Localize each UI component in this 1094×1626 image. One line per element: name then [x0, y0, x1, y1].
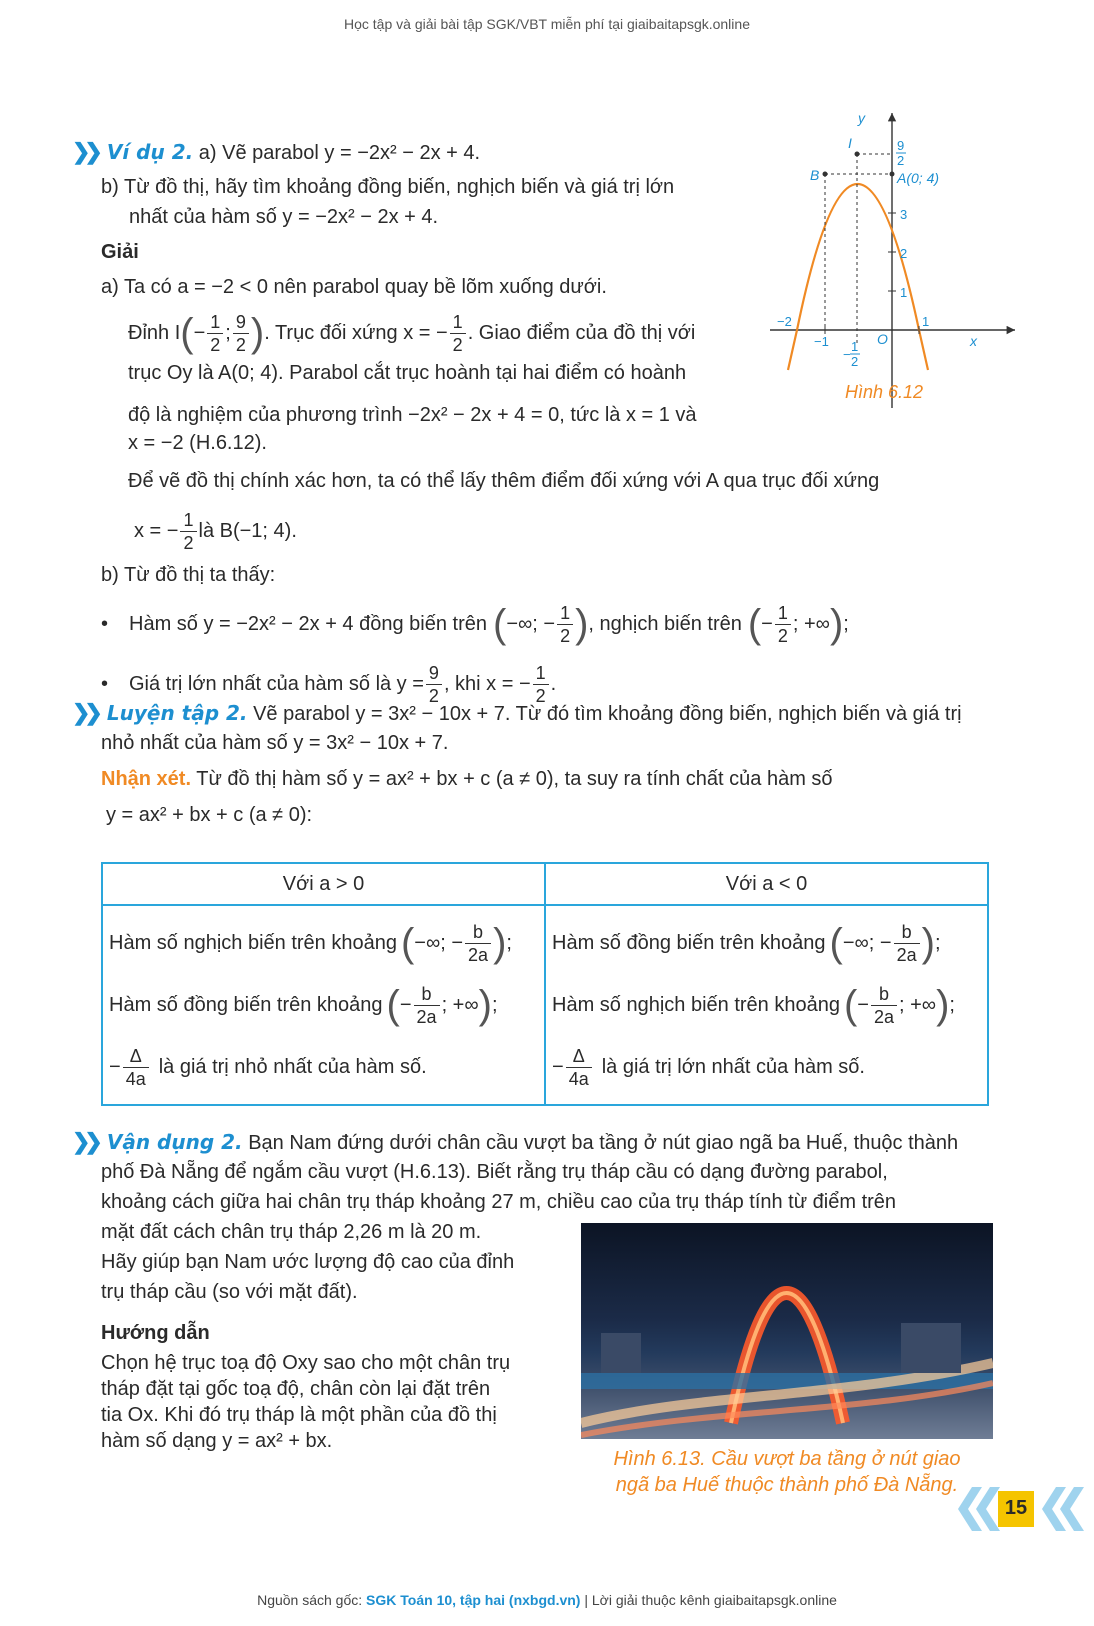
source-link[interactable]: SGK Toán 10, tập hai (nxbgd.vn) — [366, 1592, 581, 1608]
a-label: A(0; 4) — [897, 170, 940, 186]
svg-text:−2: −2 — [777, 314, 792, 329]
sol-a-line-7: x = − $\frac{1}{2}$ là B(−1; 4). — [134, 509, 297, 553]
application-line-6: trụ tháp cầu (so với mặt đất). — [101, 1281, 358, 1303]
application-line-2: phố Đà Nẵng để ngắm cầu vượt (H.6.13). Biết rằng trụ tháp cầu có dạng đường parabol, — [101, 1161, 888, 1183]
sol-a-line-6: Để vẽ đồ thị chính xác hơn, ta có thể lấy thêm điểm đối xứng với A qua trục đối xứng — [128, 470, 880, 492]
practice-line-1: Vẽ parabol y = 3x² − 10x + 7. Từ đó tìm khoảng đồng biến, nghịch biến và giá trị — [253, 703, 962, 725]
sol-a-vertex-line: Đỉnh I ( − $\frac{1}{2}$ ; $\frac{9}{2}$ ) . Trục đối xứng x = − $\frac{1}{2}$ . Giao điểm của đồ thị với — [128, 311, 696, 355]
part-b-line-1: b) Từ đồ thị, hãy tìm khoảng đồng biến, nghịch biến và giá trị lớn — [101, 176, 675, 198]
frac-9-2: $\frac{9}{2}$ — [233, 311, 249, 356]
example-part-a: a) Vẽ parabol y = −2x² − 2x + 4. — [198, 142, 481, 164]
practice-label: Luyện tập 2. — [106, 701, 248, 725]
table-cell-a-pos: Hàm số nghịch biến trên khoảng ( −∞; − $\frac{b}{2a}$ ) ; Hàm số đồng biến trên khoảng ( − $\frac{b}{2a}$ ; +∞ ) ; − $\frac{\Delta}{4a}$ là giá trị nhỏ nhất của hàm số. — [102, 905, 545, 1105]
page-number-badge — [958, 1487, 1094, 1531]
parabola-figure — [770, 108, 1030, 418]
axis-text: . Trục đối xứng x = − — [264, 322, 448, 344]
remark-line-1: Nhận xét. Từ đồ thị hàm số y = ax² + bx + c (a ≠ 0), ta suy ra tính chất của hàm số — [101, 768, 833, 790]
sol-a-line-3: trục Oy là A(0; 4). Parabol cắt trục hoành tại hai điểm có hoành — [128, 362, 687, 384]
frac-axis: $\frac{1}{2}$ — [450, 311, 466, 356]
remark-line-2: y = ax² + bx + c (a ≠ 0): — [106, 804, 313, 826]
example-heading — [72, 137, 752, 168]
bullet-icon: • — [101, 673, 109, 695]
application-line-5: Hãy giúp bạn Nam ước lượng độ cao của đỉnh — [101, 1251, 515, 1273]
svg-text:3: 3 — [900, 207, 908, 222]
solution-title: Giải — [101, 241, 139, 263]
i-label: I — [848, 135, 852, 151]
svg-text:1: 1 — [922, 314, 930, 329]
svg-text:1: 1 — [851, 339, 859, 354]
point-b — [823, 172, 828, 177]
bullet-1: • Hàm số y = −2x² − 2x + 4 đồng biến trên ( −∞; − $\frac{1}{2}$ ) , nghịch biến trên ( − $\frac{1}{2}$ ; +∞ ) ; — [101, 602, 849, 646]
intersect-text: . Giao điểm của đồ thị với — [467, 322, 696, 344]
svg-text:2: 2 — [900, 246, 908, 261]
application-line-4: mặt đất cách chân trụ tháp 2,26 m là 20 m. — [101, 1221, 482, 1243]
practice-line-2: nhỏ nhất của hàm số y = 3x² − 10x + 7. — [101, 732, 449, 754]
table-cell-a-neg: Hàm số đồng biến trên khoảng ( −∞; − $\frac{b}{2a}$ ) ; Hàm số nghịch biến trên khoảng ( − $\frac{b}{2a}$ ; +∞ ) ; − $\frac{\Delta}{4a}$ là giá trị lớn nhất của hàm số. — [545, 905, 988, 1105]
svg-text:1: 1 — [900, 285, 908, 300]
example-part-b — [101, 172, 761, 232]
origin-label: O — [877, 331, 888, 347]
page-number: 15 — [1004, 1497, 1028, 1519]
figure-caption: Hình 6.12 — [845, 382, 924, 402]
svg-text:2: 2 — [897, 153, 905, 168]
sol-a-line-5: x = −2 (H.6.12). — [128, 432, 267, 454]
page-footer: Nguồn sách gốc: SGK Toán 10, tập hai (nxbgd.vn) | Lời giải thuộc kênh giaibaitapsgk.online — [257, 1592, 837, 1608]
chevron-icon: ❯❯ — [72, 1129, 97, 1154]
application-section: ❯❯ Vận dụng 2. Bạn Nam đứng dưới chân cầu vượt ba tầng ở nút giao ngã ba Huế, thuộc thành — [72, 1129, 959, 1154]
comparison-table — [101, 862, 989, 1106]
bridge-illustration — [581, 1223, 993, 1439]
part-b-line-2: nhất của hàm số y = −2x² − 2x + 4. — [129, 206, 439, 228]
svg-text:2: 2 — [851, 354, 859, 369]
bullet-icon: • — [101, 613, 109, 635]
y-label: y — [858, 110, 865, 126]
chevron-icon: ❯❯ — [72, 700, 97, 725]
b-label: B — [810, 167, 820, 183]
application-label: Vận dụng 2. — [106, 1130, 243, 1154]
frac-1-2: $\frac{1}{2}$ — [207, 311, 223, 356]
example-label: Ví dụ 2. — [106, 140, 194, 164]
svg-text:−1: −1 — [814, 334, 829, 349]
sol-b-title: b) Từ đồ thị ta thấy: — [101, 564, 276, 586]
application-line-3: khoảng cách giữa hai chân trụ tháp khoảng 27 m, chiều cao của trụ tháp tính từ điểm trên — [101, 1191, 897, 1213]
svg-text:−: − — [843, 347, 851, 362]
sol-a-line-4: độ là nghiệm của phương trình −2x² − 2x + 4 = 0, tức là x = 1 và — [128, 404, 697, 426]
guide-title: Hướng dẫn — [101, 1322, 210, 1344]
svg-text:9: 9 — [897, 138, 905, 153]
table-header-a-neg: Với a < 0 — [545, 863, 988, 905]
x-label: x — [970, 333, 977, 349]
table-header-a-pos: Với a > 0 — [102, 863, 545, 905]
guide-text: Chọn hệ trục toạ độ Oxy sao cho một chân trụ tháp đặt tại gốc toạ độ, chân còn lại đặt trên tia Ox. Khi đó trụ tháp là một phần của đồ thị hàm số dạng y = ax² + bx. — [101, 1352, 511, 1452]
photo-caption: Hình 6.13. Cầu vượt ba tầng ở nút giao ngã ba Huế thuộc thành phố Đà Nẵng. — [613, 1448, 961, 1496]
bridge-photo — [581, 1223, 993, 1439]
practice-section — [72, 698, 992, 729]
bullet-2: • Giá trị lớn nhất của hàm số là y = $\frac{9}{2}$ , khi x = − $\frac{1}{2}$ . — [101, 662, 557, 706]
page-header: Học tập và giải bài tập SGK/VBT miễn phí tại giaibaitapsgk.online — [344, 16, 750, 32]
chevron-icon: ❯❯ — [72, 139, 97, 164]
vertex-text: Đỉnh I — [128, 322, 181, 344]
sol-a-line-1: a) Ta có a = −2 < 0 nên parabol quay bề lõm xuống dưới. — [101, 276, 607, 298]
point-a — [890, 172, 895, 177]
point-i — [855, 152, 860, 157]
remark-label: Nhận xét. — [101, 768, 192, 790]
